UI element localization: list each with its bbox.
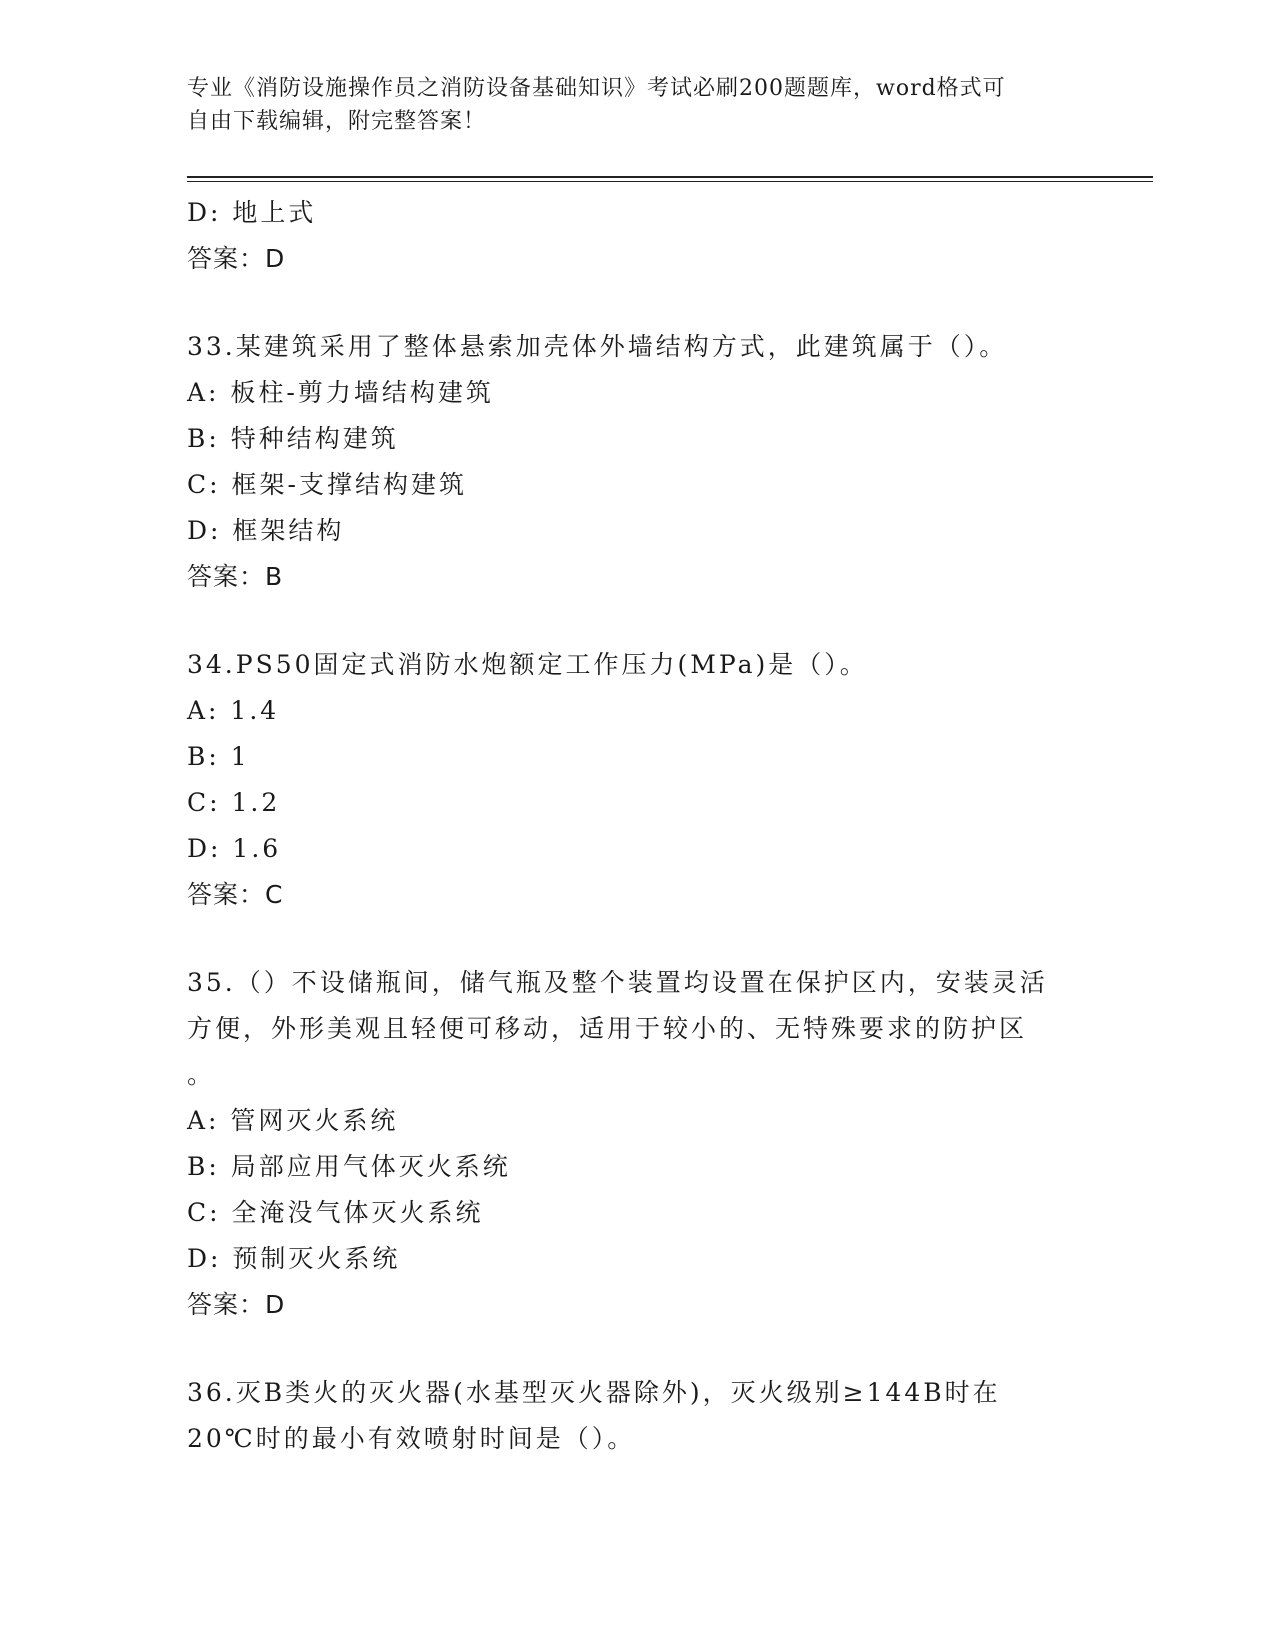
option-a: A: 管网灭火系统: [187, 1106, 399, 1135]
option-c: C: 框架-支撑结构建筑: [187, 470, 467, 499]
option-b: B: 局部应用气体灭火系统: [187, 1152, 511, 1181]
option-c: C: 1.2: [187, 788, 281, 817]
option-b: B: 特种结构建筑: [187, 424, 399, 453]
question-stem: 34.PS50固定式消防水炮额定工作压力(MPa)是（）。: [187, 650, 868, 679]
option-a: A: 板柱-剪力墙结构建筑: [187, 378, 494, 407]
prev-answer: 答案：D: [187, 244, 286, 273]
option-a: A: 1.4: [187, 696, 280, 725]
answer: 答案：C: [187, 880, 284, 909]
answer: 答案：B: [187, 562, 284, 591]
option-d: D: 框架结构: [187, 516, 345, 545]
question-36: [187, 1370, 1087, 1462]
question-stem: 36.灭B类火的灭火器(水基型灭火器除外)，灭火级别≥144B时在 20℃时的最小有效喷射时间是（）。: [187, 1378, 1001, 1453]
header-divider-thick: [187, 176, 1153, 178]
option-c: C: 全淹没气体灭火系统: [187, 1198, 484, 1227]
answer: 答案：D: [187, 1290, 286, 1319]
option-d: D: 1.6: [187, 834, 282, 863]
question-33: [187, 324, 1087, 600]
question-list: [187, 190, 1087, 1462]
option-b: B: 1: [187, 742, 250, 771]
header-divider-thin: [187, 181, 1153, 182]
option-d: D: 预制灭火系统: [187, 1244, 401, 1273]
question-34: [187, 642, 1087, 918]
document-header: 专业《消防设施操作员之消防设备基础知识》考试必刷200题题库，word格式可 自由下载编辑，附完整答案！: [187, 76, 1006, 134]
question-35: [187, 960, 1087, 1328]
question-stem: 35.（）不设储瓶间，储气瓶及整个装置均设置在保护区内，安装灵活 方便，外形美观且轻便可移动，适用于较小的、无特殊要求的防护区 。: [187, 968, 1048, 1089]
prev-option-d: D: 地上式: [187, 198, 317, 227]
question-stem: 33.某建筑采用了整体悬索加壳体外墙结构方式，此建筑属于（）。: [187, 332, 1008, 361]
